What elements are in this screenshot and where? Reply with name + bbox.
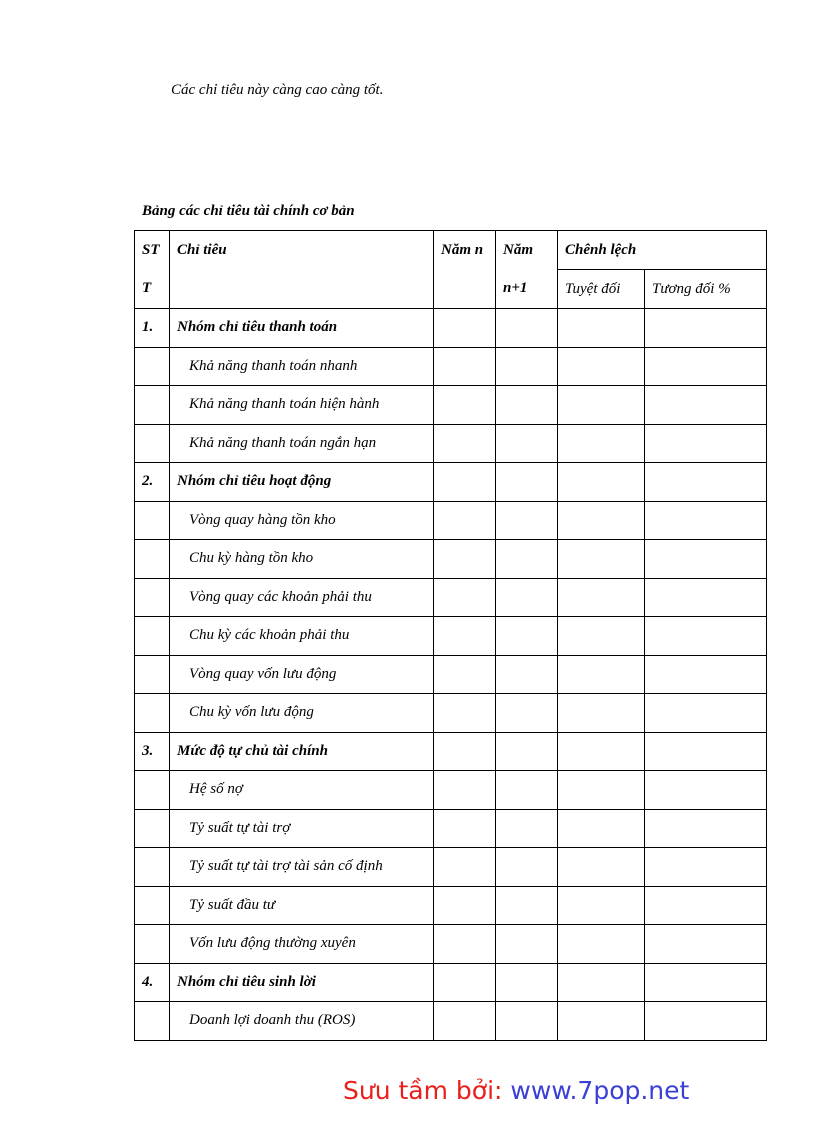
value-nam-n1 (496, 386, 558, 425)
row-stt: 4. (135, 963, 170, 1002)
table-row (135, 540, 767, 579)
table-group-row (135, 309, 767, 348)
row-stt (135, 694, 170, 733)
value-nam-n1 (496, 578, 558, 617)
group-name: Nhóm chỉ tiêu hoạt động (170, 463, 434, 502)
row-stt (135, 540, 170, 579)
row-stt (135, 771, 170, 810)
value-tuong-doi (645, 1002, 767, 1041)
indicator-name: Tỷ suất đầu tư (170, 886, 434, 925)
row-stt (135, 655, 170, 694)
group-name: Nhóm chỉ tiêu thanh toán (170, 309, 434, 348)
header-stt-line2: T (142, 280, 152, 296)
value-nam-n (434, 694, 496, 733)
value-tuong-doi (645, 501, 767, 540)
value-tuyet-doi (558, 732, 645, 771)
table-row (135, 386, 767, 425)
value-nam-n (434, 655, 496, 694)
value-nam-n1 (496, 1002, 558, 1041)
header-tuyet-doi: Tuyệt đối (558, 270, 645, 309)
row-stt (135, 424, 170, 463)
value-tuong-doi (645, 771, 767, 810)
header-stt (135, 231, 170, 309)
indicator-name: Vốn lưu động thường xuyên (170, 925, 434, 964)
row-stt (135, 501, 170, 540)
value-nam-n (434, 848, 496, 887)
value-tuyet-doi (558, 617, 645, 656)
value-tuong-doi (645, 540, 767, 579)
value-tuong-doi (645, 578, 767, 617)
value-tuong-doi (645, 694, 767, 733)
header-nam-n1 (496, 231, 558, 309)
indicator-name: Khả năng thanh toán hiện hành (170, 386, 434, 425)
header-nam-n1-line1: Năm (503, 242, 533, 258)
table-row (135, 347, 767, 386)
value-tuyet-doi (558, 386, 645, 425)
value-tuyet-doi (558, 809, 645, 848)
row-stt (135, 386, 170, 425)
table-row (135, 578, 767, 617)
value-tuyet-doi (558, 347, 645, 386)
value-nam-n (434, 925, 496, 964)
value-nam-n1 (496, 809, 558, 848)
value-nam-n1 (496, 540, 558, 579)
value-nam-n (434, 732, 496, 771)
indicator-name: Khả năng thanh toán nhanh (170, 347, 434, 386)
row-stt (135, 925, 170, 964)
table-row (135, 886, 767, 925)
value-nam-n (434, 963, 496, 1002)
table-row (135, 809, 767, 848)
header-stt-line1: ST (142, 242, 160, 258)
table-row (135, 617, 767, 656)
value-nam-n (434, 347, 496, 386)
value-tuong-doi (645, 809, 767, 848)
value-nam-n1 (496, 347, 558, 386)
table-row (135, 925, 767, 964)
value-nam-n (434, 540, 496, 579)
row-stt (135, 347, 170, 386)
value-nam-n1 (496, 963, 558, 1002)
header-nam-n: Năm n (434, 231, 496, 309)
indicator-name: Vòng quay hàng tồn kho (170, 501, 434, 540)
value-nam-n1 (496, 463, 558, 502)
value-tuong-doi (645, 309, 767, 348)
value-tuyet-doi (558, 424, 645, 463)
table-row (135, 694, 767, 733)
source-footer (343, 1076, 689, 1105)
value-nam-n (434, 809, 496, 848)
value-tuyet-doi (558, 501, 645, 540)
header-chi-tieu: Chỉ tiêu (170, 231, 434, 309)
table-row (135, 1002, 767, 1041)
row-stt (135, 848, 170, 887)
value-tuyet-doi (558, 963, 645, 1002)
value-tuyet-doi (558, 848, 645, 887)
table-row (135, 655, 767, 694)
value-tuong-doi (645, 655, 767, 694)
row-stt (135, 1002, 170, 1041)
value-nam-n1 (496, 655, 558, 694)
value-tuong-doi (645, 925, 767, 964)
table-row (135, 501, 767, 540)
value-tuong-doi (645, 463, 767, 502)
value-nam-n1 (496, 309, 558, 348)
indicator-name: Chu kỳ hàng tồn kho (170, 540, 434, 579)
value-tuyet-doi (558, 309, 645, 348)
header-tuong-doi: Tương đối % (645, 270, 767, 309)
value-nam-n1 (496, 771, 558, 810)
row-stt: 3. (135, 732, 170, 771)
value-tuong-doi (645, 617, 767, 656)
value-tuyet-doi (558, 578, 645, 617)
value-nam-n1 (496, 694, 558, 733)
indicator-name: Tỷ suất tự tài trợ (170, 809, 434, 848)
value-nam-n (434, 886, 496, 925)
table-header-row (135, 231, 767, 270)
row-stt (135, 886, 170, 925)
indicator-name: Khả năng thanh toán ngắn hạn (170, 424, 434, 463)
footer-label: Sưu tầm bởi: (343, 1076, 511, 1105)
value-tuong-doi (645, 347, 767, 386)
header-nam-n1-line2: n+1 (503, 280, 528, 296)
group-name: Mức độ tự chủ tài chính (170, 732, 434, 771)
value-nam-n1 (496, 617, 558, 656)
row-stt (135, 578, 170, 617)
header-chenh-lech: Chênh lệch (558, 231, 767, 270)
indicator-name: Chu kỳ các khoản phải thu (170, 617, 434, 656)
financial-indicators-table (134, 230, 767, 1041)
value-tuong-doi (645, 732, 767, 771)
value-nam-n1 (496, 732, 558, 771)
value-tuyet-doi (558, 1002, 645, 1041)
indicator-name: Vòng quay vốn lưu động (170, 655, 434, 694)
value-nam-n (434, 617, 496, 656)
indicator-name: Hệ số nợ (170, 771, 434, 810)
value-tuyet-doi (558, 655, 645, 694)
value-nam-n (434, 309, 496, 348)
value-nam-n1 (496, 925, 558, 964)
table-row (135, 848, 767, 887)
row-stt: 1. (135, 309, 170, 348)
value-nam-n1 (496, 886, 558, 925)
value-tuyet-doi (558, 925, 645, 964)
value-tuyet-doi (558, 771, 645, 810)
value-nam-n (434, 424, 496, 463)
value-nam-n (434, 1002, 496, 1041)
value-tuong-doi (645, 848, 767, 887)
value-nam-n (434, 771, 496, 810)
value-nam-n1 (496, 848, 558, 887)
row-stt (135, 617, 170, 656)
indicator-name: Chu kỳ vốn lưu động (170, 694, 434, 733)
table-caption: Bảng các chỉ tiêu tài chính cơ bản (142, 203, 355, 219)
table-group-row (135, 732, 767, 771)
table-row (135, 424, 767, 463)
value-tuong-doi (645, 424, 767, 463)
value-tuyet-doi (558, 540, 645, 579)
value-tuong-doi (645, 386, 767, 425)
value-nam-n1 (496, 424, 558, 463)
footer-url-link[interactable]: www.7pop.net (510, 1076, 690, 1105)
indicator-name: Tỷ suất tự tài trợ tài sản cố định (170, 848, 434, 887)
value-tuyet-doi (558, 886, 645, 925)
value-nam-n1 (496, 501, 558, 540)
value-nam-n (434, 386, 496, 425)
value-nam-n (434, 501, 496, 540)
value-tuyet-doi (558, 694, 645, 733)
intro-text: Các chỉ tiêu này càng cao càng tốt. (171, 82, 384, 98)
indicator-name: Doanh lợi doanh thu (ROS) (170, 1002, 434, 1041)
row-stt (135, 809, 170, 848)
value-tuong-doi (645, 886, 767, 925)
table-row (135, 771, 767, 810)
table-group-row (135, 963, 767, 1002)
table-group-row (135, 463, 767, 502)
value-tuyet-doi (558, 463, 645, 502)
indicator-name: Vòng quay các khoản phải thu (170, 578, 434, 617)
value-tuong-doi (645, 963, 767, 1002)
value-nam-n (434, 578, 496, 617)
value-nam-n (434, 463, 496, 502)
row-stt: 2. (135, 463, 170, 502)
group-name: Nhóm chỉ tiêu sinh lời (170, 963, 434, 1002)
